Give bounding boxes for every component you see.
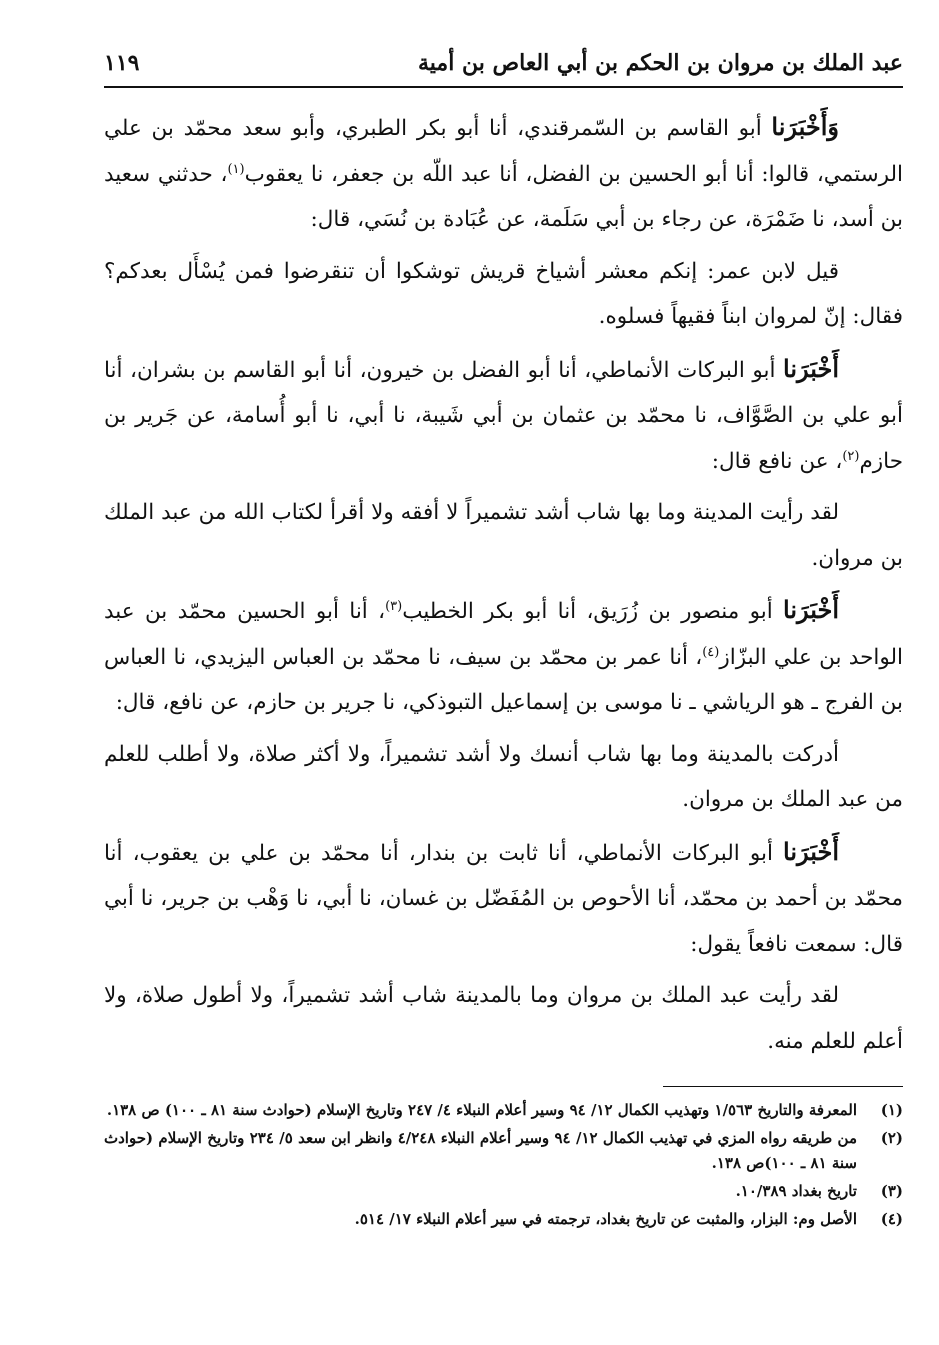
quote-text: أدركت بالمدينة وما بها شاب أنسك ولا أشد تشميراً، ولا أكثر صلاة، ولا أطلب للعلم من عبد الملك بن مروان. — [104, 741, 903, 812]
narration-text: أبو البركات الأنماطي، أنا ثابت بن بندار، أنا محمّد بن علي بن يعقوب، أنا محمّد بن أحمد بن محمّد، أنا الأحوص بن المُفَضّل بن غسان، نا أبي، نا وَهْب بن جرير، نا أبي قال: سمعت نافعاً يقول: — [104, 840, 903, 957]
quote-text: لقد رأيت عبد الملك بن مروان وما بالمدينة شاب أشد تشميراً، ولا أطول صلاة، ولا أعلم للعلم منه. — [104, 983, 903, 1054]
footnote-number: (٤) — [880, 1210, 903, 1228]
narration-text-tail: ، أنا عمر بن محمّد بن سيف، نا محمّد بن العباس اليزيدي، نا العباس بن الفرج ـ هو الرياشي ـ نا موسى بن إسماعيل التبوذكي، نا جرير بن حازم، عن نافع، قال: — [104, 644, 903, 715]
quote-paragraph-1 — [104, 249, 903, 340]
footnote-4 — [104, 1207, 903, 1232]
quote-paragraph-4 — [104, 973, 903, 1064]
page-number: ١١٩ — [104, 50, 140, 76]
narration-lead: أَخْبَرَنا — [783, 836, 839, 866]
narration-paragraph-2 — [104, 346, 903, 485]
narration-lead: وَأَخْبَرَنا — [771, 112, 839, 141]
footnote-3 — [104, 1179, 903, 1204]
running-title: عبد الملك بن مروان بن الحكم بن أبي العاص بن أمية — [418, 50, 903, 76]
footnote-1 — [104, 1098, 903, 1123]
footnote-text: من طريقه رواه المزي في تهذيب الكمال ١٢/ ٩٤ وسير أعلام النبلاء ٤/٢٤٨ وانظر ابن سعد ٥/ ٢٣٤ وتاريخ الإسلام (حوادث سنة ٨١ ـ ١٠٠)ص ١٣٨. — [104, 1129, 857, 1172]
footnote-number: (٣) — [880, 1182, 903, 1200]
footnote-ref: (٤) — [702, 644, 720, 660]
footnote-separator — [663, 1086, 903, 1087]
narration-paragraph-4 — [104, 829, 903, 968]
narration-text: أبو القاسم بن السّمرقندي، أنا أبو بكر الطبري، وأبو سعد محمّد بن علي الرستمي، قالوا: أنا أبو الحسين بن الفضل، أنا عبد اللّه بن جعفر، نا يعقوب — [104, 116, 903, 187]
narration-text-mid: ، أنا أبو الحسين محمّد بن عبد الواحد بن علي البزّاز — [104, 599, 903, 670]
narration-text: أبو البركات الأنماطي، أنا أبو الفضل بن خيرون، أنا أبو القاسم بن بشران، أنا أبو علي بن الصَّوَّاف، نا محمّد بن عثمان بن أبي شَيبة، نا أبي، نا أبو أُسامة، عن جَرير بن حازم — [104, 357, 903, 474]
running-header — [104, 46, 903, 88]
narration-paragraph-1 — [104, 104, 903, 243]
footnote-ref: (٢) — [842, 448, 860, 464]
footnote-ref: (٣) — [385, 598, 403, 614]
footnote-number: (١) — [880, 1101, 903, 1119]
quote-text: قيل لابن عمر: إنكم معشر أشياخ قريش توشكوا أن تنقرضوا فمن يُسْأَل بعدكم؟ فقال: إنّ لمروان ابناً فقيهاً فسلوه. — [104, 258, 903, 329]
narration-lead: أَخْبَرَنا — [783, 353, 839, 383]
narration-paragraph-3 — [104, 587, 903, 726]
footnote-text: تاريخ بغداد ١٠/٣٨٩. — [735, 1182, 857, 1200]
main-text — [104, 104, 903, 1070]
quote-text: لقد رأيت المدينة وما بها شاب أشد تشميراً لا أفقه ولا أقرأ لكتاب الله من عبد الملك بن مروان. — [104, 500, 903, 571]
footnote-2 — [104, 1126, 903, 1176]
narration-text-tail: ، حدثني سعيد بن أسد، نا ضَمْرَة، عن رجاء بن أبي سَلَمة، عن عُبَادة بن نُسَي، قال: — [104, 161, 903, 232]
narration-text-tail: ، عن نافع قال: — [711, 448, 843, 474]
footnote-text: الأصل وم: البزار، والمثبت عن تاريخ بغداد، ترجمته في سير أعلام النبلاء ١٧/ ٥١٤. — [354, 1210, 857, 1228]
quote-paragraph-3 — [104, 732, 903, 823]
footnote-number: (٢) — [880, 1129, 903, 1147]
footnote-text: المعرفة والتاريخ ١/٥٦٣ وتهذيب الكمال ١٢/ ٩٤ وسير أعلام النبلاء ٤/ ٢٤٧ وتاريخ الإسلام (حوادث سنة ٨١ ـ ١٠٠) ص ١٣٨. — [106, 1101, 857, 1119]
narration-text: أبو منصور بن زُرَيق، أنا أبو بكر الخطيب — [402, 599, 784, 624]
narration-lead: أَخْبَرَنا — [783, 595, 840, 624]
header-rule — [104, 86, 903, 88]
footnotes — [104, 1098, 903, 1235]
quote-paragraph-2 — [104, 490, 903, 581]
footnote-ref: (١) — [227, 161, 245, 177]
